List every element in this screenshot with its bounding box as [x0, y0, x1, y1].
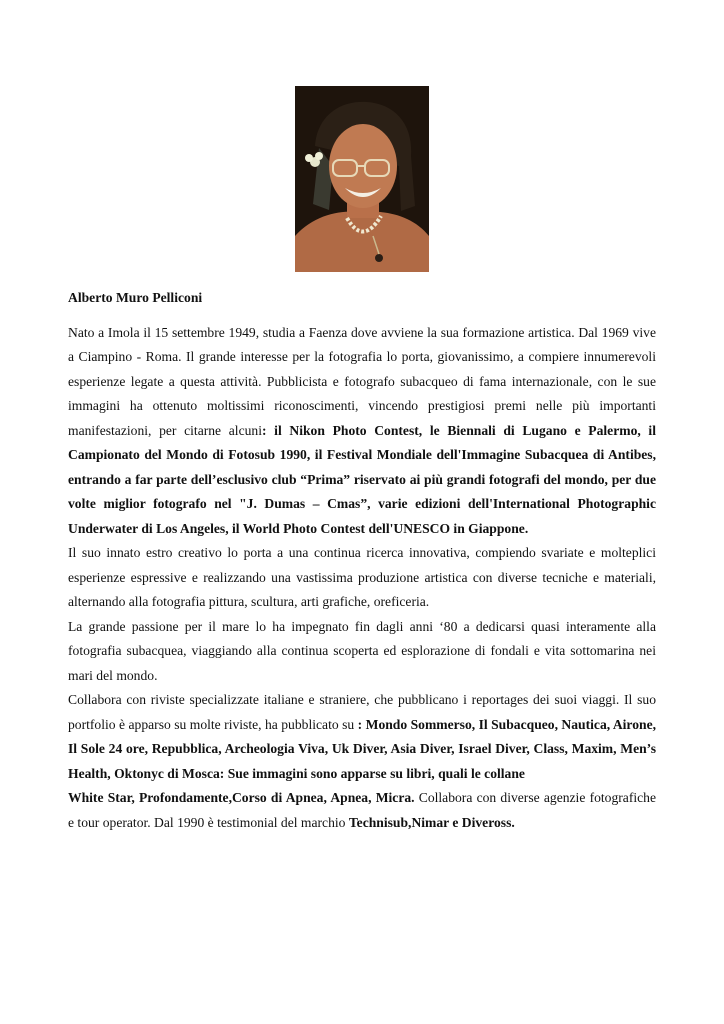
- biography-document: [68, 286, 656, 835]
- paragraph-text: Il suo innato estro creativo lo porta a una continua ricerca innovativa, compiendo svariate e molteplici esperienze espressive e realizzando una vastissima produzione artistica con diverse tecniche e materiali, alternando alla fotografia pittura, scultura, arti grafiche, oreficeria.: [68, 545, 656, 609]
- paragraph-text: Nato a Imola il 15 settembre 1949, studia a Faenza dove avviene la sua formazione artistica. Dal 1969 vive a Ciampino - Roma. Il grande interesse per la fotografia lo porta, giovanissimo, a compiere innumerevoli esperienze legate a questa attività. Pubblicista e fotografo subacqueo di fama internazionale, con le sue immagini ha ottenuto moltissimi riconoscimenti, vincendo prestigiosi premi nelle più importanti manifestazioni, per citarne alcuni: [68, 324, 656, 438]
- bio-paragraph: [68, 615, 656, 689]
- paragraph-text-bold: : il Nikon Photo Contest, le Biennali di Lugano e Palermo, il Campionato del Mondo di Fotosub 1990, il Festival Mondiale dell'Immagine Subacquea di Antibes, entrando a far parte dell’esclusivo club “Prima” riservato ai più grandi fotografi del mondo, per due volte miglior fotografo nel "J. Dumas – Cmas”, varie edizioni dell'International Photographic Underwater di Los Angeles, il World Photo Contest dell'UNESCO in Giappone.: [68, 422, 656, 536]
- paragraph-text-bold: : Mondo Sommerso, Il Subacqueo, Nautica, Airone, Il Sole 24 ore, Repubblica, Archeologia Viva, Uk Diver, Asia Diver, Israel Diver, Class, Maxim, Men’s Health, Oktonyc di Mosca: Sue immagini sono apparse su libri, quali le collane: [68, 716, 657, 781]
- paragraph-text-bold: Technisub,Nimar e Diveross.: [348, 814, 515, 830]
- author-name: Alberto Muro Pelliconi: [68, 290, 203, 305]
- portrait-photo: [295, 86, 429, 272]
- bio-paragraph: [68, 786, 656, 835]
- bio-paragraph: [68, 321, 656, 542]
- portrait-illustration: [295, 86, 429, 272]
- bio-paragraph: [68, 541, 656, 615]
- paragraph-text: Collabora con diverse agenzie fotografiche e tour operator. Dal 1990 è testimonial del marchio: [68, 790, 656, 830]
- bio-paragraph: [68, 688, 656, 786]
- paragraph-text: La grande passione per il mare lo ha impegnato fin dagli anni ‘80 a dedicarsi quasi interamente alla fotografia subacquea, viaggiando alla continua scoperta ed esplorazione di fondali e vita sottomarina nei mari del mondo.: [68, 618, 656, 683]
- paragraph-text: Collabora con riviste specializzate italiane e straniere, che pubblicano i reportages dei suoi viaggi. Il suo portfolio è apparso su molte riviste, ha pubblicato su: [68, 692, 656, 732]
- paragraph-text-bold: White Star, Profondamente,Corso di Apnea, Apnea, Micra.: [68, 790, 415, 805]
